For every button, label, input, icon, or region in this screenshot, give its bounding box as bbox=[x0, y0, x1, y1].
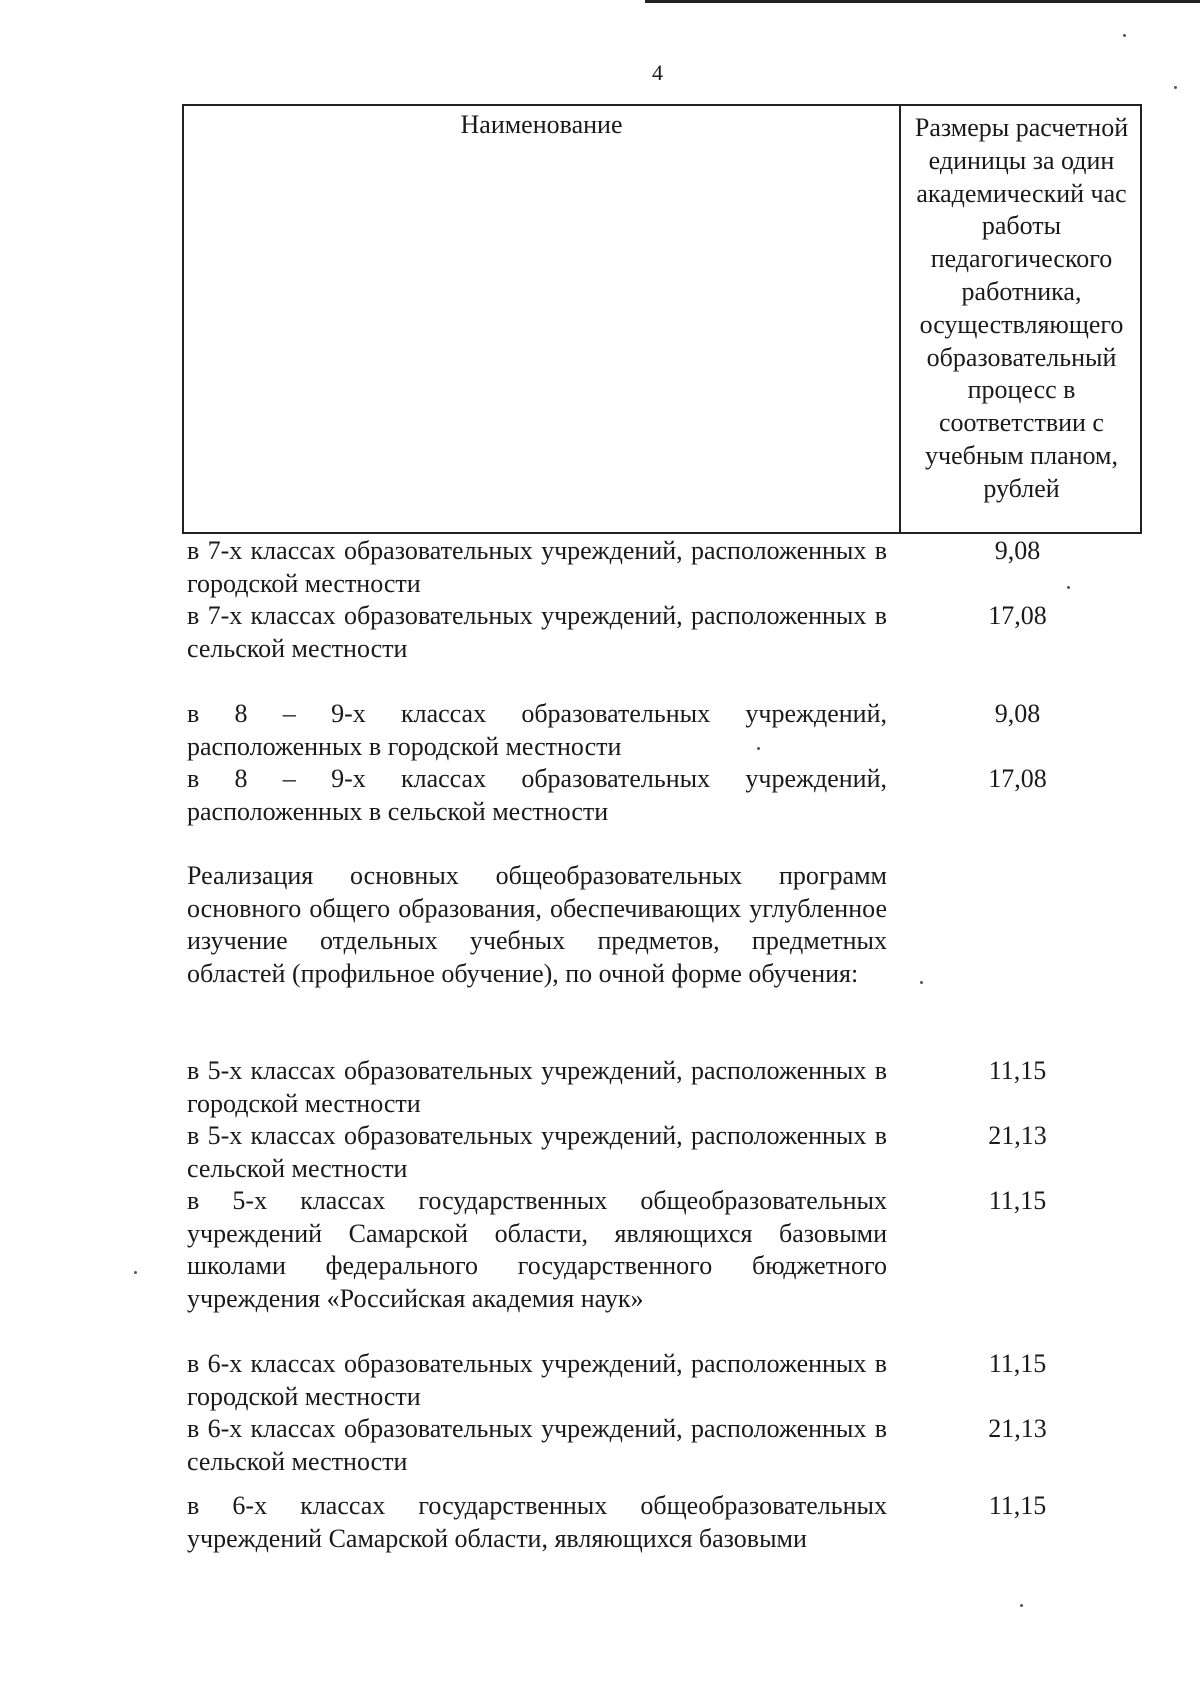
scan-speck bbox=[920, 981, 923, 984]
table-row-text: в 6-х классах государственных общеобразовательных учреждений Самарской области, являющихся базовыми bbox=[187, 1491, 887, 1553]
scan-speck bbox=[1020, 1604, 1023, 1607]
header-name-column: Наименование bbox=[460, 110, 623, 139]
scan-speck bbox=[1123, 34, 1126, 37]
scan-speck bbox=[134, 1271, 137, 1274]
table-row-value: 11,15 bbox=[988, 1056, 1047, 1085]
table-row-text: в 5-х классах образовательных учреждений, расположенных в сельской местности bbox=[187, 1121, 887, 1183]
scan-speck bbox=[757, 747, 760, 750]
table-row-text: в 5-х классах образовательных учреждений, расположенных в городской местности bbox=[187, 1056, 887, 1118]
table-row-text: в 8 – 9-х классах образовательных учреждений, расположенных в городской местности bbox=[187, 699, 887, 761]
table-row-text: в 5-х классах государственных общеобразовательных учреждений Самарской области, являющихся базовыми школами федерального государственного бюджетного учреждения «Российская академия наук» bbox=[187, 1186, 887, 1313]
table-row-text: в 8 – 9-х классах образовательных учреждений, расположенных в сельской местности bbox=[187, 764, 887, 826]
top-border-line bbox=[645, 0, 1200, 3]
table-row-text: в 6-х классах образовательных учреждений, расположенных в сельской местности bbox=[187, 1414, 887, 1476]
table-row-value: 11,15 bbox=[988, 1349, 1047, 1378]
table-row-value: 9,08 bbox=[994, 699, 1041, 728]
page-number: 4 bbox=[652, 60, 663, 85]
table-row-value: 9,08 bbox=[994, 536, 1041, 565]
header-size-column: Размеры расчетной единицы за один академический час работы педагогического работника, осуществляющего образовательный процесс в соответствии с учебным планом, рублей bbox=[914, 113, 1129, 503]
table-row-value: 11,15 bbox=[988, 1491, 1047, 1520]
table-row-value: 17,08 bbox=[988, 764, 1047, 793]
table-row-text: в 6-х классах образовательных учреждений, расположенных в городской местности bbox=[187, 1349, 887, 1411]
scan-speck bbox=[1174, 86, 1177, 89]
section-heading: Реализация основных общеобразовательных программ основного общего образования, обеспечивающих углубленное изучение отдельных учебных предметов, предметных областей (профильное обучение), по очной форме обучения: bbox=[187, 861, 887, 988]
table-row-value: 11,15 bbox=[988, 1186, 1047, 1215]
table-row-value: 17,08 bbox=[988, 601, 1047, 630]
scan-speck bbox=[1067, 586, 1070, 589]
table-row-value: 21,13 bbox=[988, 1121, 1047, 1150]
table-row-value: 21,13 bbox=[988, 1414, 1047, 1443]
table-row-text: в 7-х классах образовательных учреждений, расположенных в городской местности bbox=[187, 536, 887, 598]
table-row-text: в 7-х классах образовательных учреждений, расположенных в сельской местности bbox=[187, 601, 887, 663]
table-header bbox=[182, 104, 1142, 534]
